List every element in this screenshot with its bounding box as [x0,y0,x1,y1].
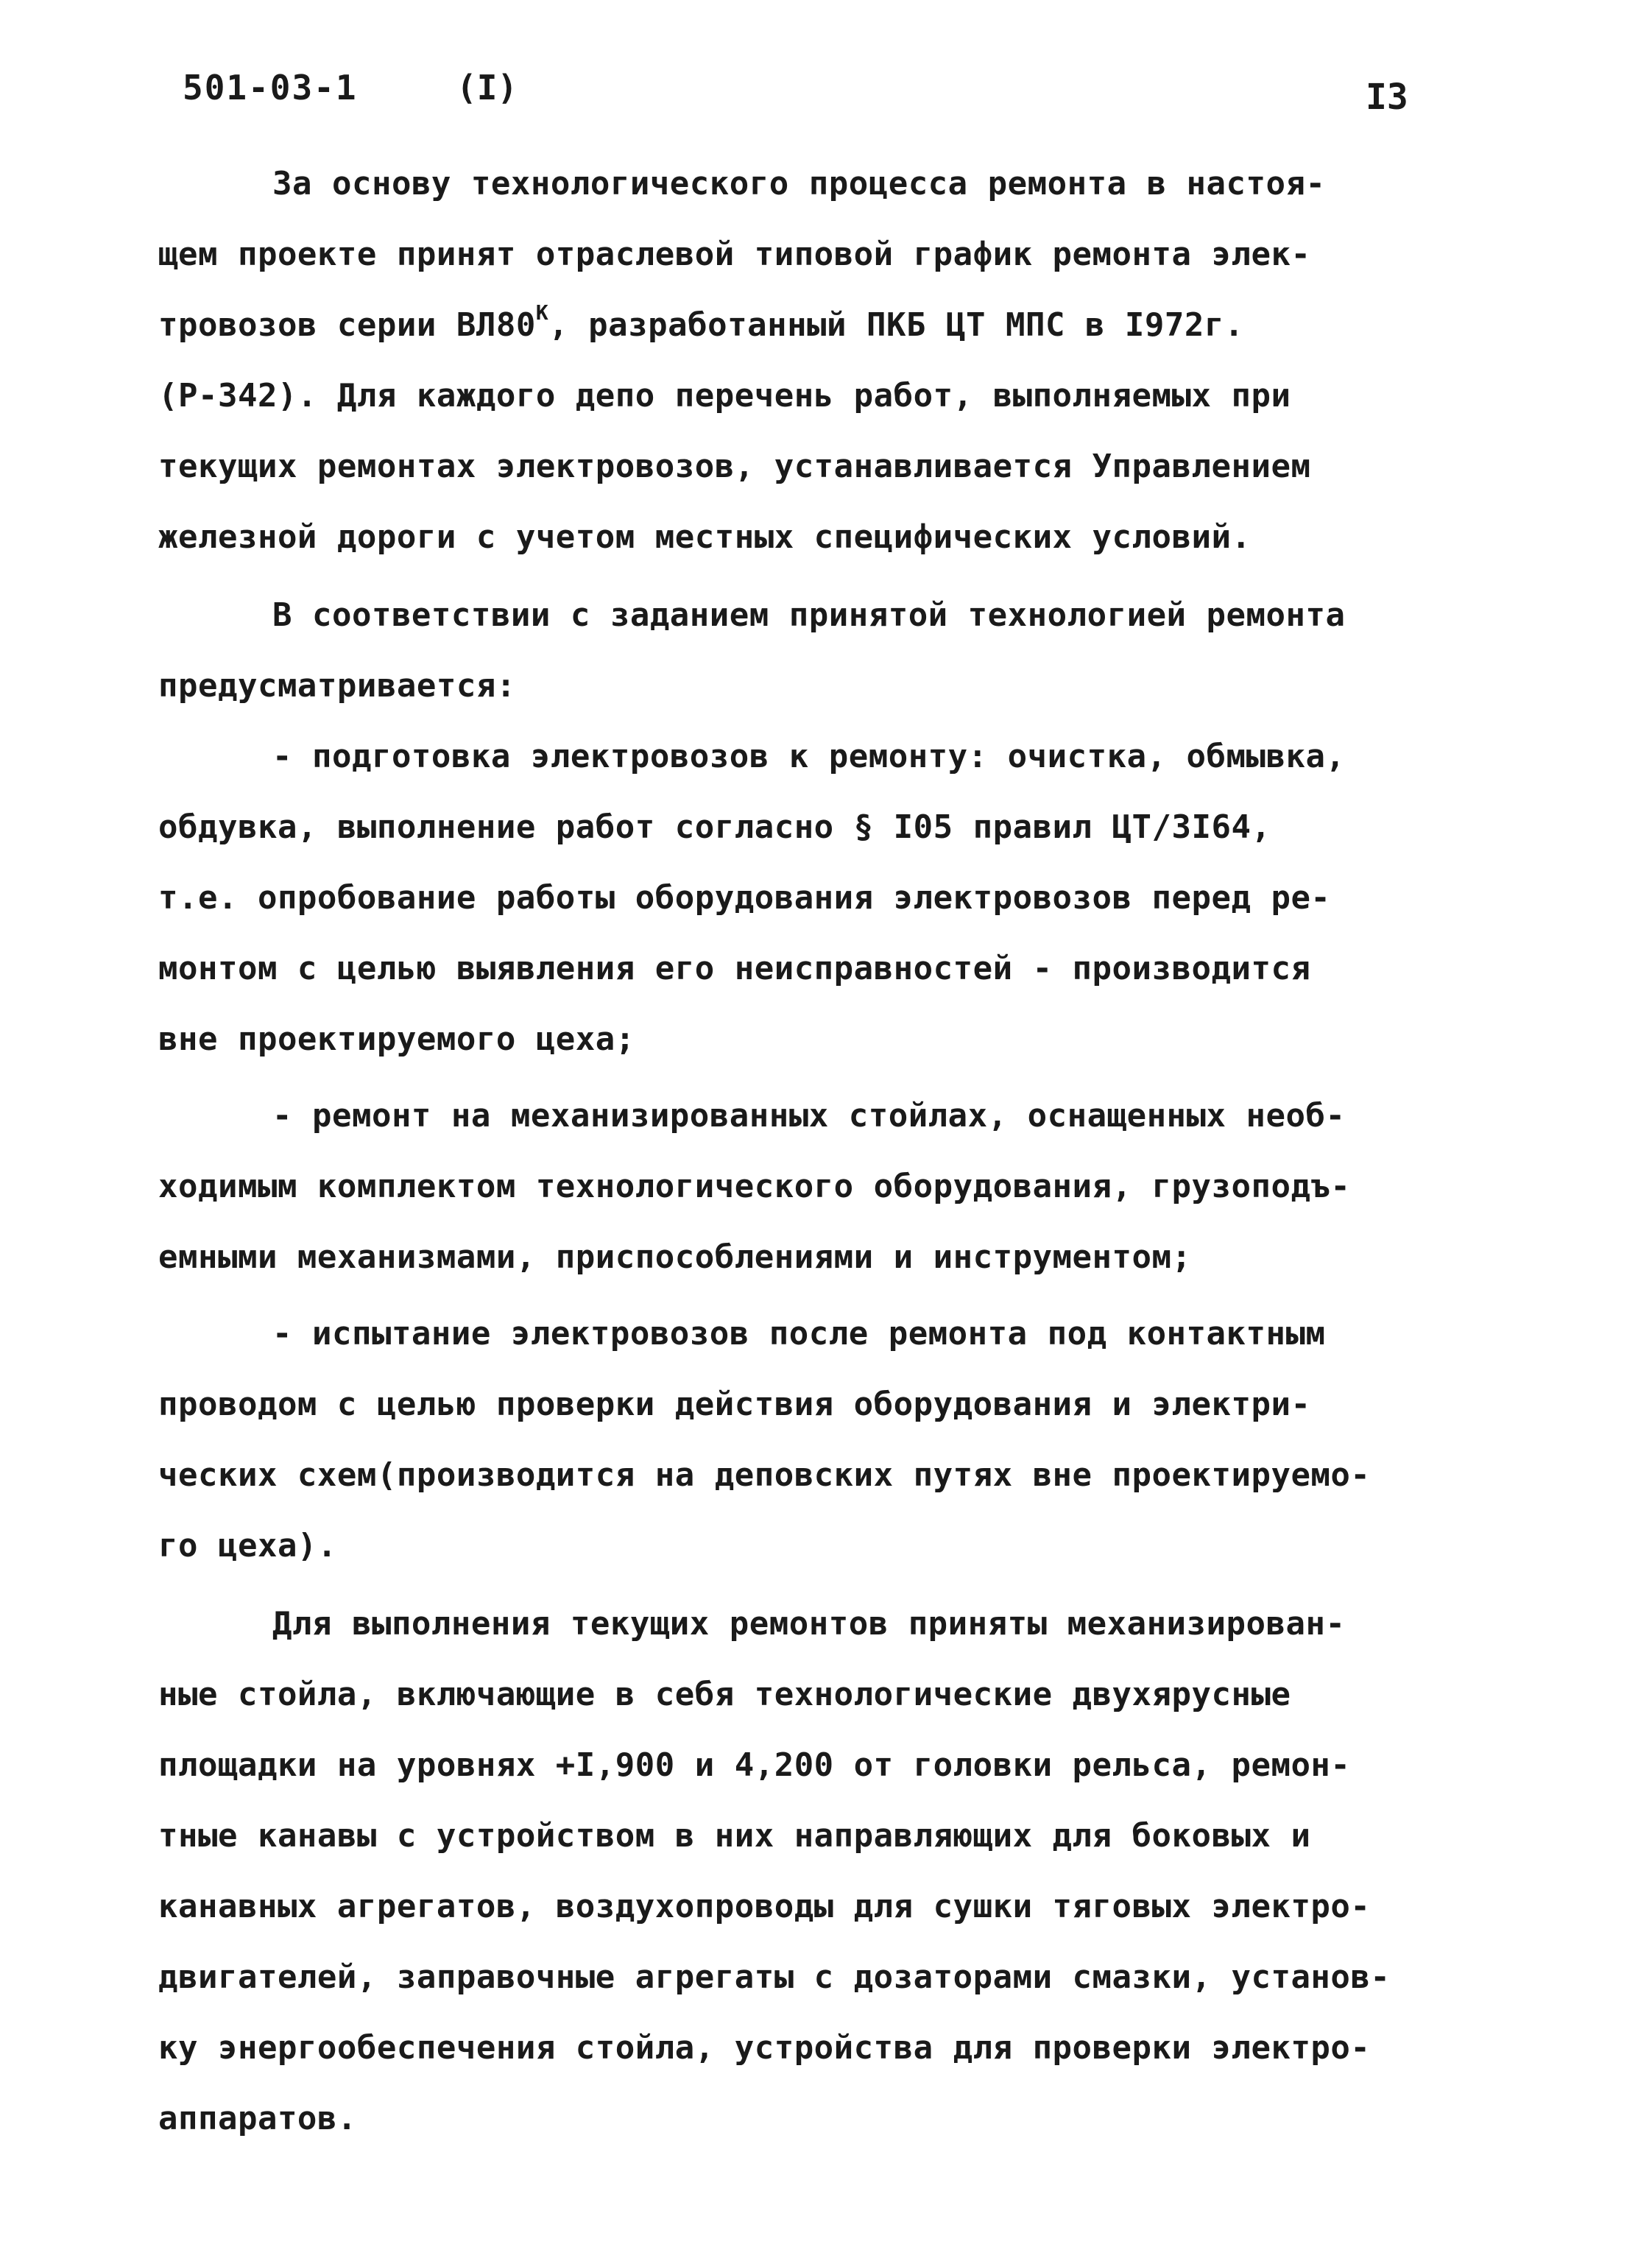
page-number: I3 [1366,77,1408,118]
superscript: К [535,300,549,325]
text-line: обдувка, выполнение работ согласно § I05 правил ЦТ/3I64, [158,808,1271,846]
text-line: Для выполнения текущих ремонтов приняты механизирован- [272,1605,1346,1643]
text-line: площадки на уровнях +I,900 и 4,200 от головки рельса, ремон- [158,1746,1351,1784]
text-line: В соответствии с заданием принятой технологией ремонта [272,596,1346,634]
text-line: ку энергообеспечения стойла, устройства для проверки электро- [158,2029,1371,2067]
text-line: ные стойла, включающие в себя технологические двухярусные [158,1676,1291,1713]
document-code: 501-03-1 [183,68,358,107]
text-line: монтом с целью выявления его неисправностей - производится [158,950,1311,987]
text-line: За основу технологического процесса ремонта в настоя- [272,165,1326,202]
text-line: вне проектируемого цеха; [158,1020,635,1058]
text-line: - ремонт на механизированных стойлах, оснащенных необ- [272,1097,1346,1135]
text-line: - испытание электровозов после ремонта под контактным [272,1315,1326,1352]
text-line: - подготовка электровозов к ремонту: очистка, обмывка, [272,738,1346,775]
text-line: ходимым комплектом технологического оборудования, грузоподъ- [158,1168,1351,1205]
text-line: двигателей, заправочные агрегаты с дозаторами смазки, установ- [158,1958,1391,1996]
text-line: ческих схем(производится на деповских путях вне проектируемо- [158,1456,1371,1494]
text-line: т.е. опробование работы оборудования электровозов перед ре- [158,879,1331,917]
text-line: текущих ремонтах электровозов, устанавливается Управлением [158,448,1311,485]
text-line: железной дороги с учетом местных специфических условий. [158,518,1252,556]
text-line: емными механизмами, приспособлениями и инструментом; [158,1238,1192,1276]
text-span: , разработанный ПКБ ЦТ МПС в I972г. [548,306,1244,344]
text-line: го цеха). [158,1527,337,1565]
text-line: тные канавы с устройством в них направляющих для боковых и [158,1817,1311,1855]
text-span: тровозов серии ВЛ80 [158,306,536,344]
text-line [158,300,1244,344]
text-line: канавных агрегатов, воздухопроводы для сушки тяговых электро- [158,1888,1371,1925]
text-line: предусматривается: [158,667,516,705]
text-line: проводом с целью проверки действия оборудования и электри- [158,1386,1311,1423]
text-line: щем проекте принят отраслевой типовой график ремонта элек- [158,236,1311,273]
volume-number: (I) [456,68,518,107]
text-line: (Р-342). Для каждого депо перечень работ, выполняемых при [158,377,1291,415]
text-line: аппаратов. [158,2100,357,2137]
